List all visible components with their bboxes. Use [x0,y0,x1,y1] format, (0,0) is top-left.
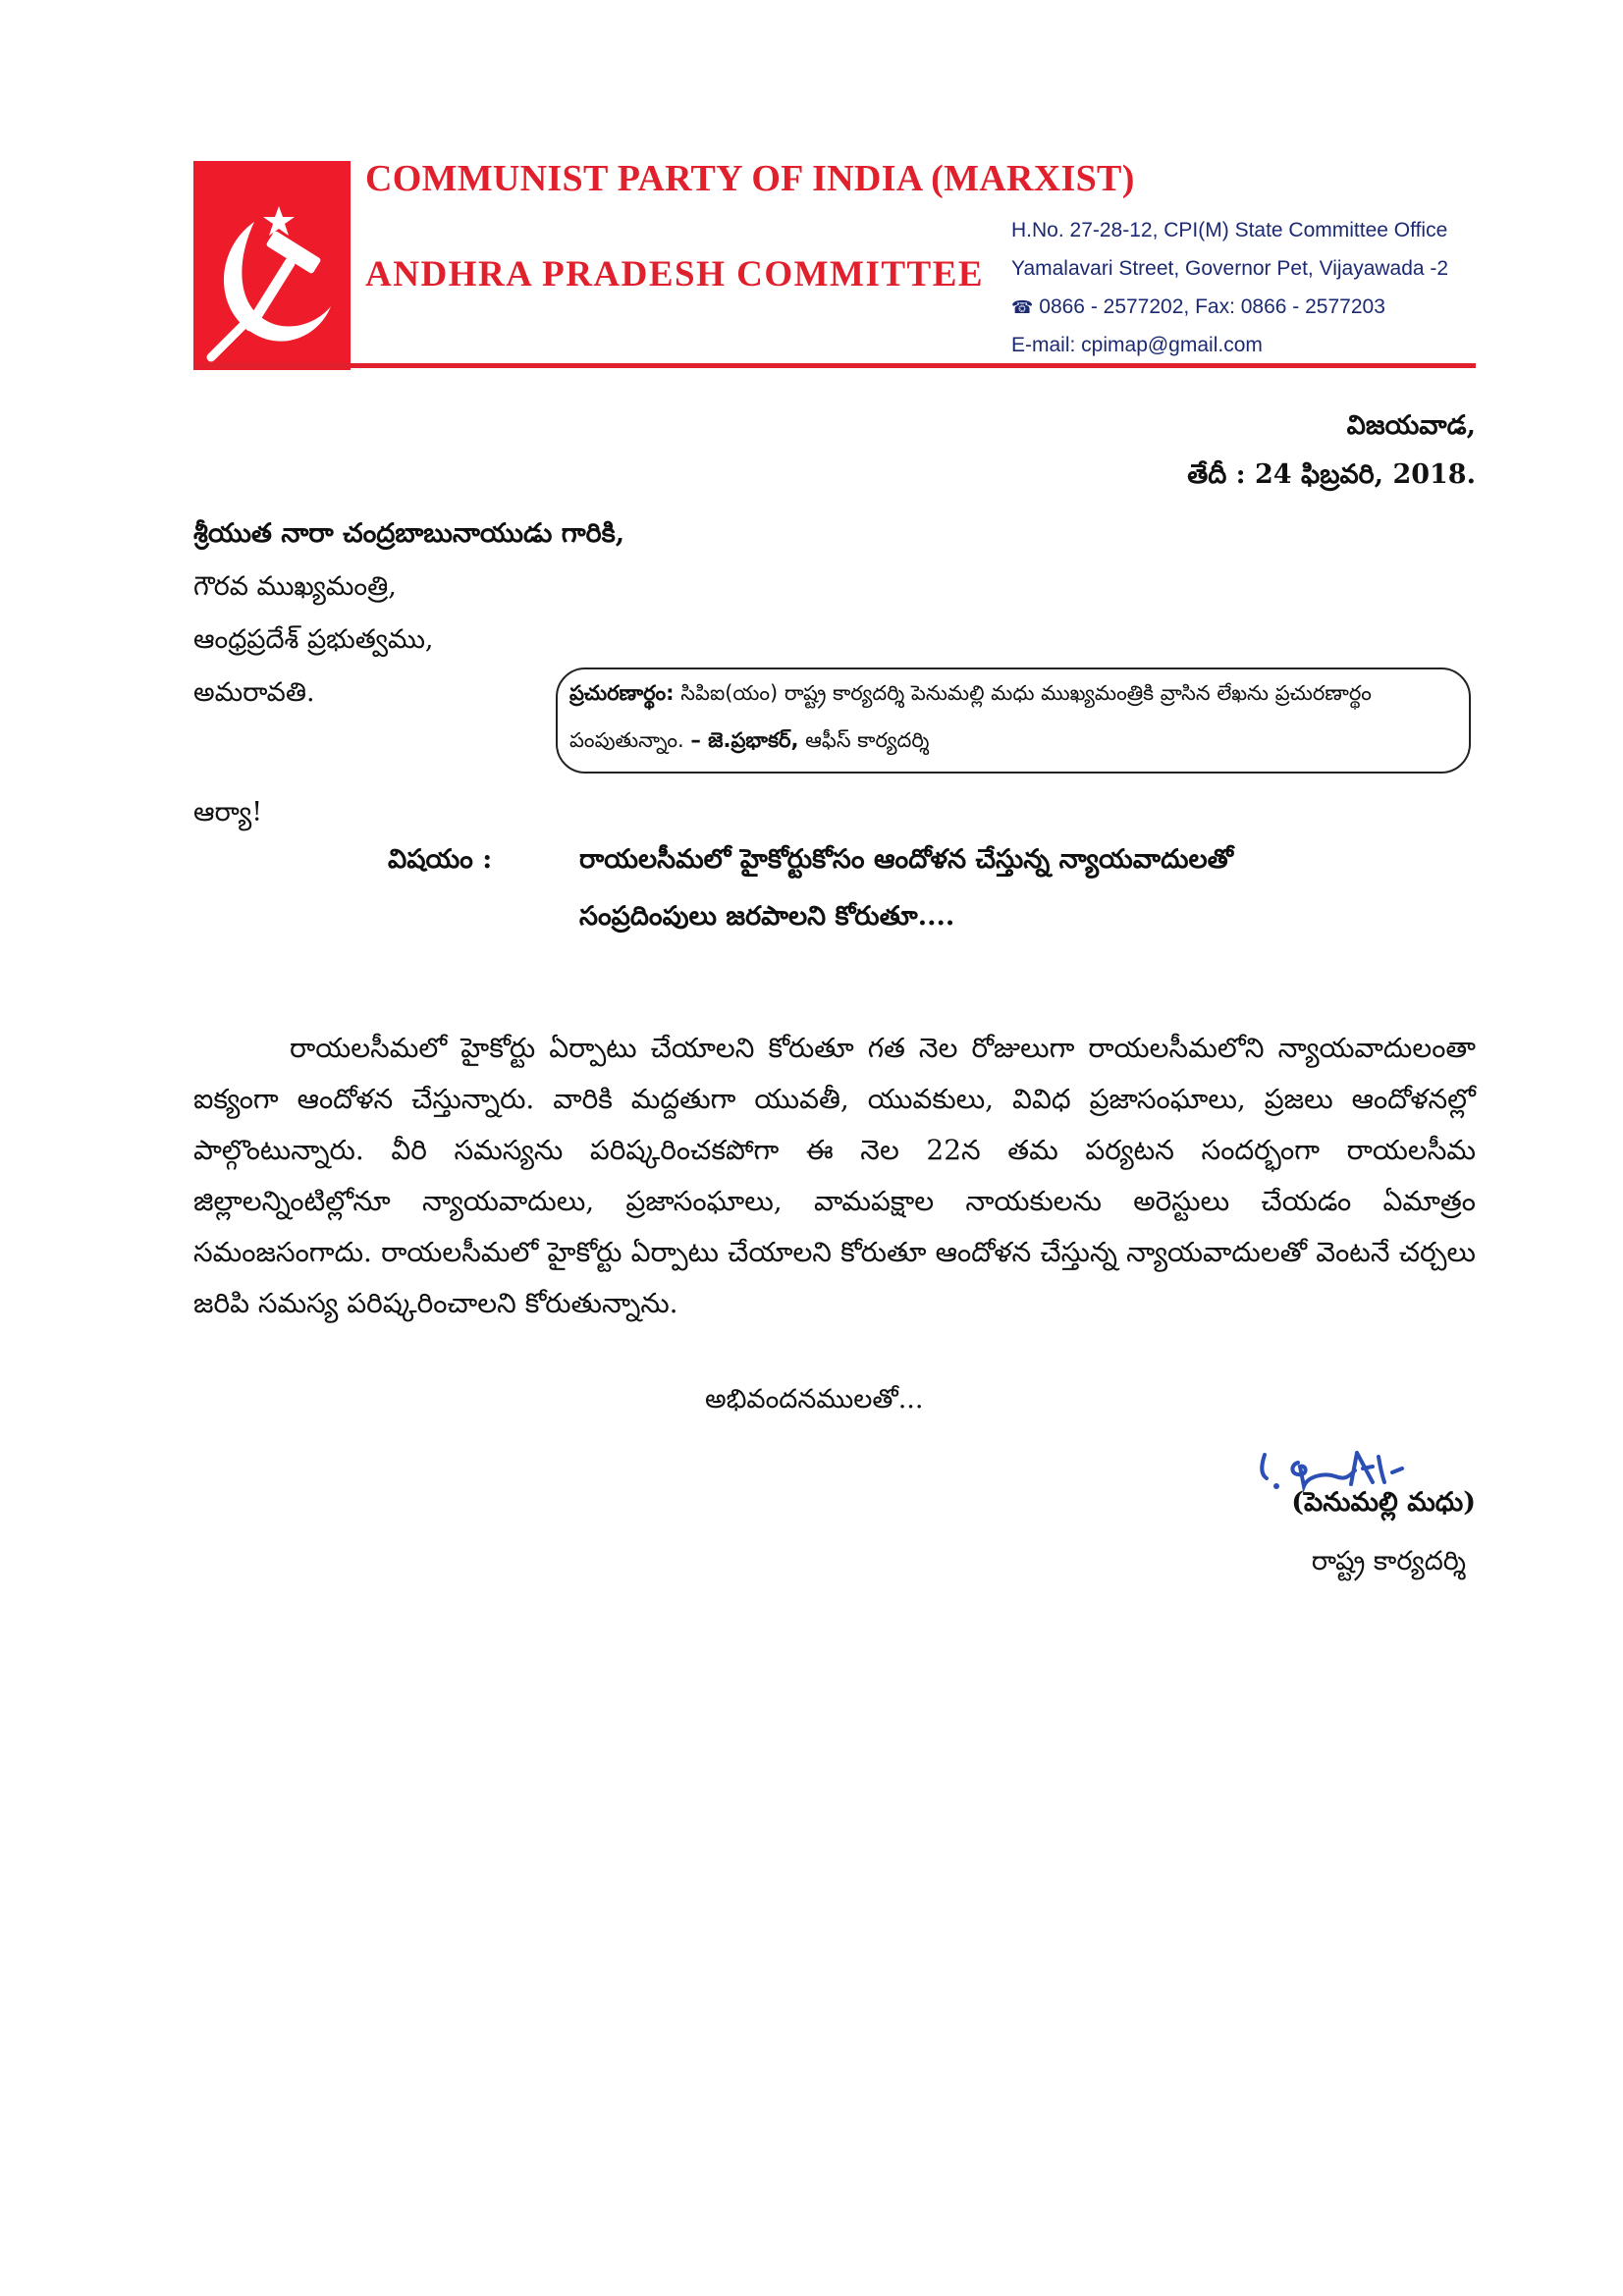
press-note-line-1 [569,681,1372,711]
committee-name: ANDHRA PRADESH COMMITTEE [365,254,985,294]
press-note-sender-role: ఆఫీస్ కార్యదర్శి [805,728,930,752]
press-note-box [556,667,1471,774]
phone-line [1011,295,1385,319]
letterhead-divider [193,363,1476,368]
letter-date: తేదీ : 24 ఫిబ్రవరి, 2018. [1187,459,1476,490]
hammer-sickle-icon [193,161,351,370]
recipient-city: అమరావతి. [193,677,315,708]
address-line-2: Yamalavari Street, Governor Pet, Vijayawada -2 [1011,257,1449,280]
address-line-1: H.No. 27-28-12, CPI(M) State Committee Office [1011,219,1448,241]
place: విజయవాడ, [1346,410,1476,441]
party-logo [193,161,351,370]
letter-body: రాయలసీమలో హైకోర్టు ఏర్పాటు చేయాలని కోరుతూ గత నెల రోజులుగా రాయలసీమలోని న్యాయవాదులంతా ఐక్యంగా ఆందోళన చేస్తున్నారు. వారికి మద్దతుగా యువతీ, యువకులు, వివిధ ప్రజాసంఘాలు, ప్రజలు ఆందోళనల్లో పాల్గొంటున్నారు. వీరి సమస్యను పరిష్కరించకపోగా ఈ నెల 22న తమ పర్యటన సందర్భంగా రాయలసీమ జిల్లాలన్నింటిల్లోనూ న్యాయవాదులు, ప్రజాసంఘాలు, వామపక్షాల నాయకులను అరెస్టులు చేయడం ఏమాత్రం సమంజసంగాదు. రాయలసీమలో హైకోర్టు ఏర్పాటు చేయాలని కోరుతూ ఆందోళన చేస్తున్న న్యాయవాదులతో వెంటనే చర్చలు జరిపి సమస్య పరిష్కరించాలని కోరుతున్నాను. [193,1032,1476,1319]
recipient-designation: గౌరవ ముఖ్యమంత్రి, [193,571,397,602]
org-name: COMMUNIST PARTY OF INDIA (MARXIST) [365,158,1135,199]
press-note-text-1: సిపిఐ(యం) రాష్ట్ర కార్యదర్శి పెనుమల్లి మధు ముఖ్యమంత్రికి వ్రాసిన లేఖను ప్రచురణార్థం [680,681,1372,705]
closing: అభివందనములతో... [705,1384,924,1415]
subject-label: విషయం : [388,844,493,875]
recipient-name: శ్రీయుత నారా చంద్రబాబునాయుడు గారికి, [193,518,625,549]
phone-fax: 0866 - 2577202, Fax: 0866 - 2577203 [1039,295,1385,318]
press-note-sender: – జె.ప్రభాకర్, [690,728,799,752]
subject-line-1: రాయలసీమలో హైకోర్టుకోసం ఆందోళన చేస్తున్న న్యాయవాదులతో [579,844,1233,875]
press-note-line-2 [569,728,929,758]
press-note-label: ప్రచురణార్థం: [569,681,675,705]
subject-line-2: సంప్రదింపులు జరపాలని కోరుతూ.... [579,901,955,932]
email-line: E-mail: cpimap@gmail.com [1011,334,1263,356]
salutation: ఆర్యా! [193,797,263,828]
signatory-name: (పెనుమల్లి మధు) [1291,1487,1476,1518]
press-note-text-2: పంపుతున్నాం. [569,728,684,752]
recipient-government: ఆంధ్రప్రదేశ్ ప్రభుత్వము, [193,624,434,655]
signatory-title: రాష్ట్ర కార్యదర్శి [1311,1546,1466,1576]
telephone-icon: ☎ [1011,297,1034,318]
